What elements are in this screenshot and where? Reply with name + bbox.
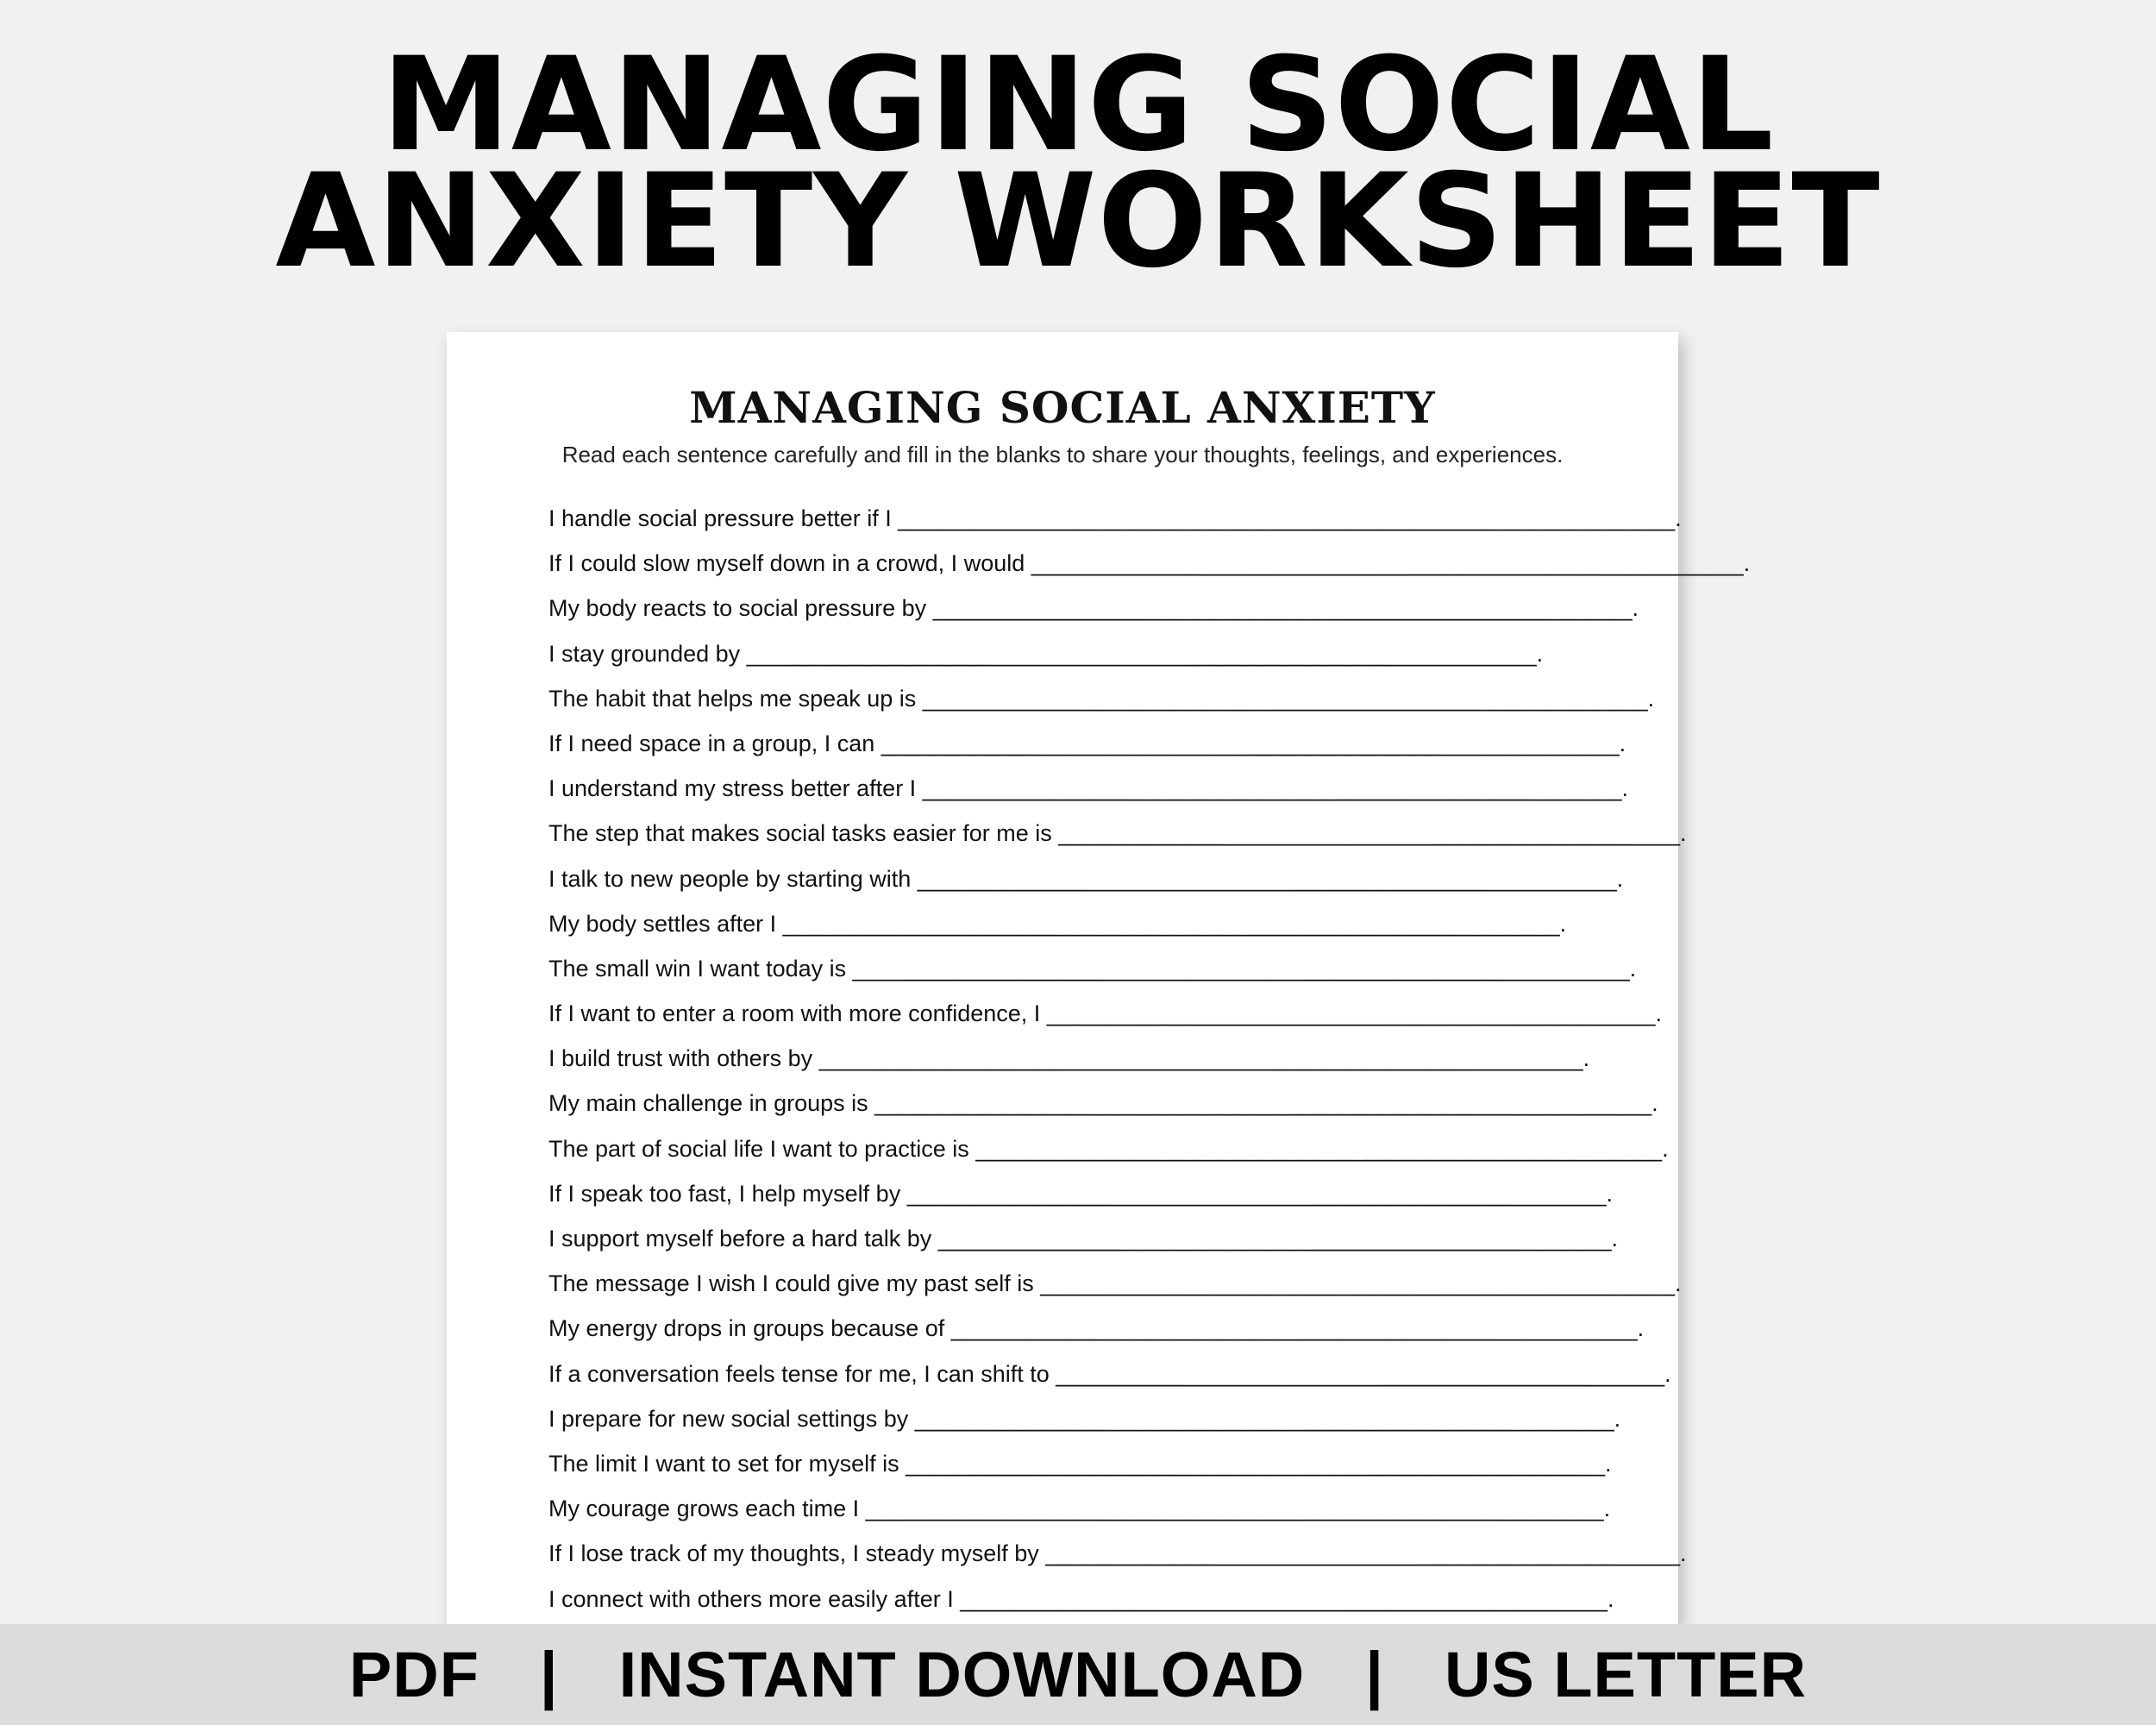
prompt-item: The limit I want to set for myself is ______________________________________________________. — [548, 1450, 1612, 1477]
paper-size-label: US LETTER — [1444, 1639, 1808, 1710]
prompt-item: I connect with others more easily after I __________________________________________________. — [548, 1585, 1614, 1612]
prompt-item: I build trust with others by ___________________________________________________________. — [548, 1045, 1590, 1072]
prompt-item: My main challenge in groups is ____________________________________________________________. — [548, 1090, 1658, 1117]
separator: | — [539, 1639, 559, 1710]
prompt-item: My energy drops in groups because of _____________________________________________________. — [548, 1315, 1645, 1342]
delivery-label: INSTANT DOWNLOAD — [618, 1639, 1306, 1710]
worksheet-instructions: Read each sentence carefully and fill in the blanks to share your thoughts, feelings, and experiences. — [561, 442, 1564, 467]
prompt-item: My courage grows each time I _________________________________________________________. — [548, 1496, 1611, 1522]
prompt-item: The message I wish I could give my past self is _________________________________________________. — [548, 1270, 1682, 1297]
separator: | — [1365, 1639, 1384, 1710]
prompt-item: I talk to new people by starting with ______________________________________________________. — [548, 865, 1624, 892]
prompt-item: The part of social life I want to practice is _____________________________________________________. — [548, 1135, 1669, 1162]
prompt-item: My body reacts to social pressure by ______________________________________________________. — [548, 595, 1639, 622]
prompt-item: I handle social pressure better if I ____________________________________________________________. — [548, 505, 1682, 531]
prompt-item: My body settles after I ____________________________________________________________. — [548, 910, 1567, 937]
worksheet-title: MANAGING SOCIAL ANXIETY — [689, 382, 1436, 433]
prompt-item: If I lose track of my thoughts, I steady myself by _________________________________________________. — [548, 1540, 1687, 1567]
product-title-line-1: MANAGING SOCIAL — [381, 30, 1775, 180]
prompt-item: If I could slow myself down in a crowd, I would _______________________________________________________. — [548, 550, 1751, 577]
prompt-item: The step that makes social tasks easier for me is ________________________________________________. — [548, 820, 1687, 847]
prompt-item: I support myself before a hard talk by ____________________________________________________. — [548, 1226, 1619, 1251]
footer-banner — [0, 1624, 2156, 1725]
prompt-item: If I speak too fast, I help myself by ______________________________________________________. — [548, 1180, 1614, 1207]
prompt-item: I prepare for new social settings by ______________________________________________________. — [548, 1405, 1621, 1432]
footer-info — [0, 1624, 2156, 1725]
prompt-item: The habit that helps me speak up is ________________________________________________________. — [548, 685, 1655, 712]
product-title-line-2: ANXIETY WORKSHEET — [275, 147, 1881, 297]
product-title — [0, 30, 2156, 297]
prompt-item: If I want to enter a room with more confidence, I _______________________________________________. — [548, 1000, 1663, 1027]
prompt-item: If a conversation feels tense for me, I can shift to _______________________________________________. — [548, 1360, 1671, 1387]
prompt-item: The small win I want today is ____________________________________________________________. — [548, 955, 1637, 982]
worksheet-preview — [447, 332, 1751, 1626]
prompt-list — [548, 496, 1751, 1622]
prompt-item: If I need space in a group, I can _________________________________________________________. — [548, 730, 1626, 756]
prompt-item: I stay grounded by _____________________________________________________________. — [548, 640, 1544, 667]
format-label: PDF — [348, 1639, 479, 1710]
prompt-item: I understand my stress better after I ______________________________________________________. — [548, 775, 1629, 802]
